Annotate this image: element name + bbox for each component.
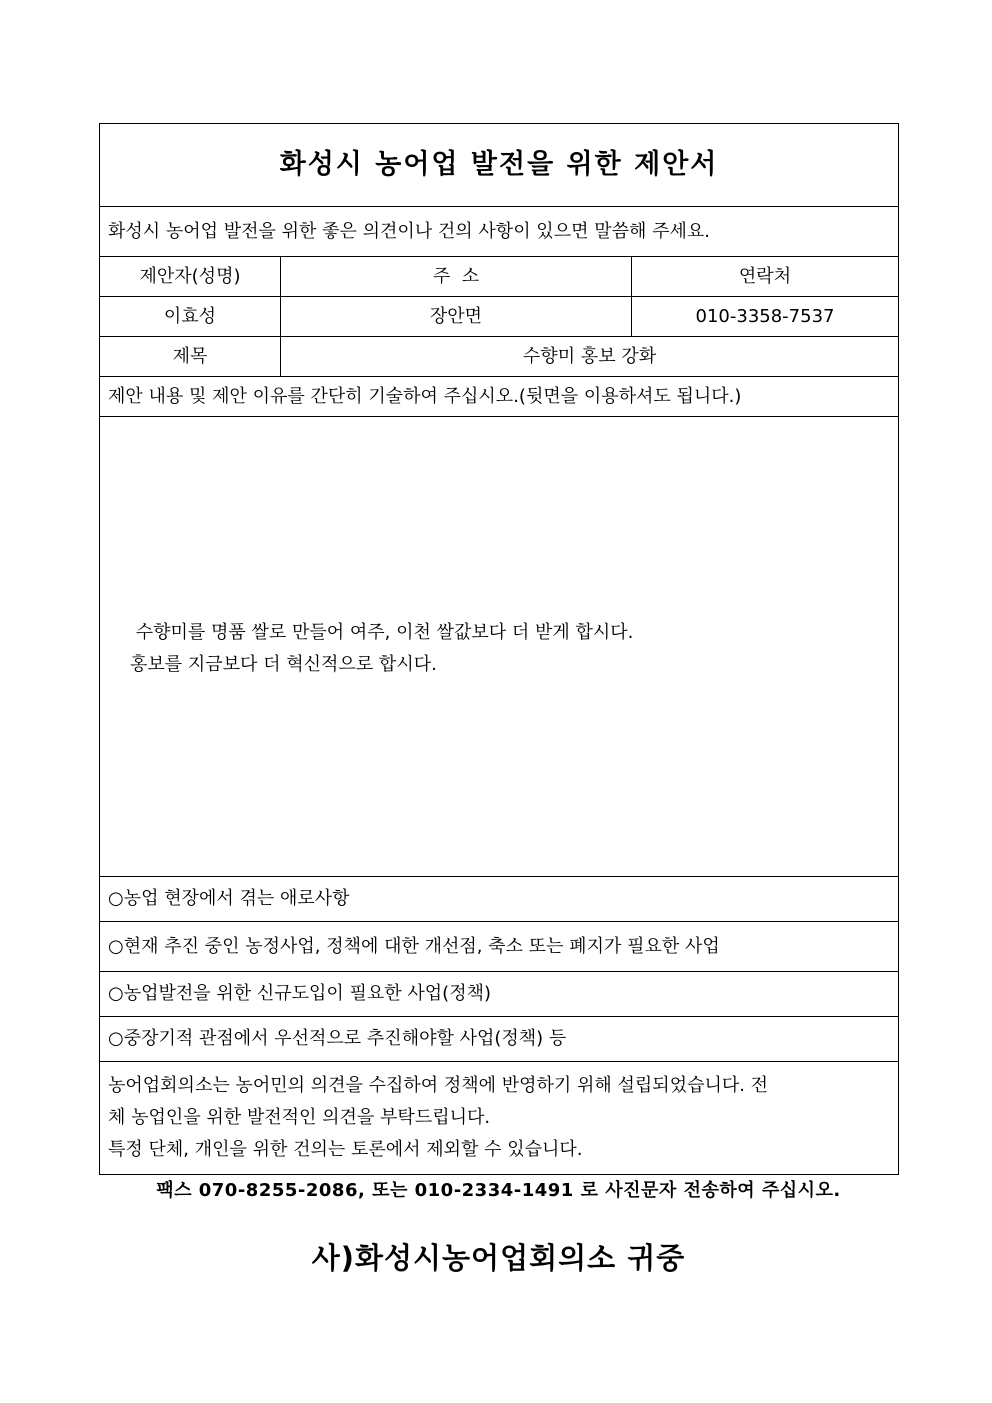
subject-label: 제목 [100,337,281,377]
content-line: 홍보를 지금보다 더 혁신적으로 합시다. [130,654,437,675]
proposal-content [130,617,633,681]
proposal-content-area [100,417,899,877]
subject-value: 수향미 홍보 강화 [281,337,899,377]
organization-name: 사)화성시농어업회의소 귀중 [311,1241,686,1275]
address-value: 장안면 [281,297,632,337]
note-line: 특정 단체, 개인을 위한 건의는 토론에서 제외할 수 있습니다. [108,1139,583,1160]
form-title: 화성시 농어업 발전을 위한 제안서 [100,124,899,207]
topic-item: ○현재 추진 중인 농정사업, 정책에 대한 개선점, 축소 또는 폐지가 필요한 사업 [100,922,899,972]
content-line: 수향미를 명품 쌀로 만들어 여주, 이천 쌀값보다 더 받게 합시다. [130,622,634,643]
topic-item: ○중장기적 관점에서 우선적으로 추진해야할 사업(정책) 등 [100,1017,899,1062]
proposer-value: 이효성 [100,297,281,337]
note-line: 농어업회의소는 농어민의 의견을 수집하여 정책에 반영하기 위해 설립되었습니다. 전 [108,1075,769,1096]
note-line: 체 농업인을 위한 발전적인 의견을 부탁드립니다. [108,1107,491,1128]
fax-notice: 팩스 070-8255-2086, 또는 010-2334-1491 로 사진문자 전송하여 주십시오. [156,1180,841,1201]
address-header: 주 소 [281,257,632,297]
proposer-header: 제안자(성명) [100,257,281,297]
proposal-form-table [99,123,899,1175]
topic-item: ○농업발전을 위한 신규도입이 필요한 사업(정책) [100,972,899,1017]
contact-header: 연락처 [632,257,899,297]
content-instruction: 제안 내용 및 제안 이유를 간단히 기술하여 주십시오.(뒷면을 이용하셔도 됩니다.) [100,377,899,417]
form-intro: 화성시 농어업 발전을 위한 좋은 의견이나 건의 사항이 있으면 말씀해 주세요. [100,207,899,257]
topic-item: ○농업 현장에서 겪는 애로사항 [100,877,899,922]
notes-cell [100,1062,899,1175]
contact-value: 010-3358-7537 [632,297,899,337]
